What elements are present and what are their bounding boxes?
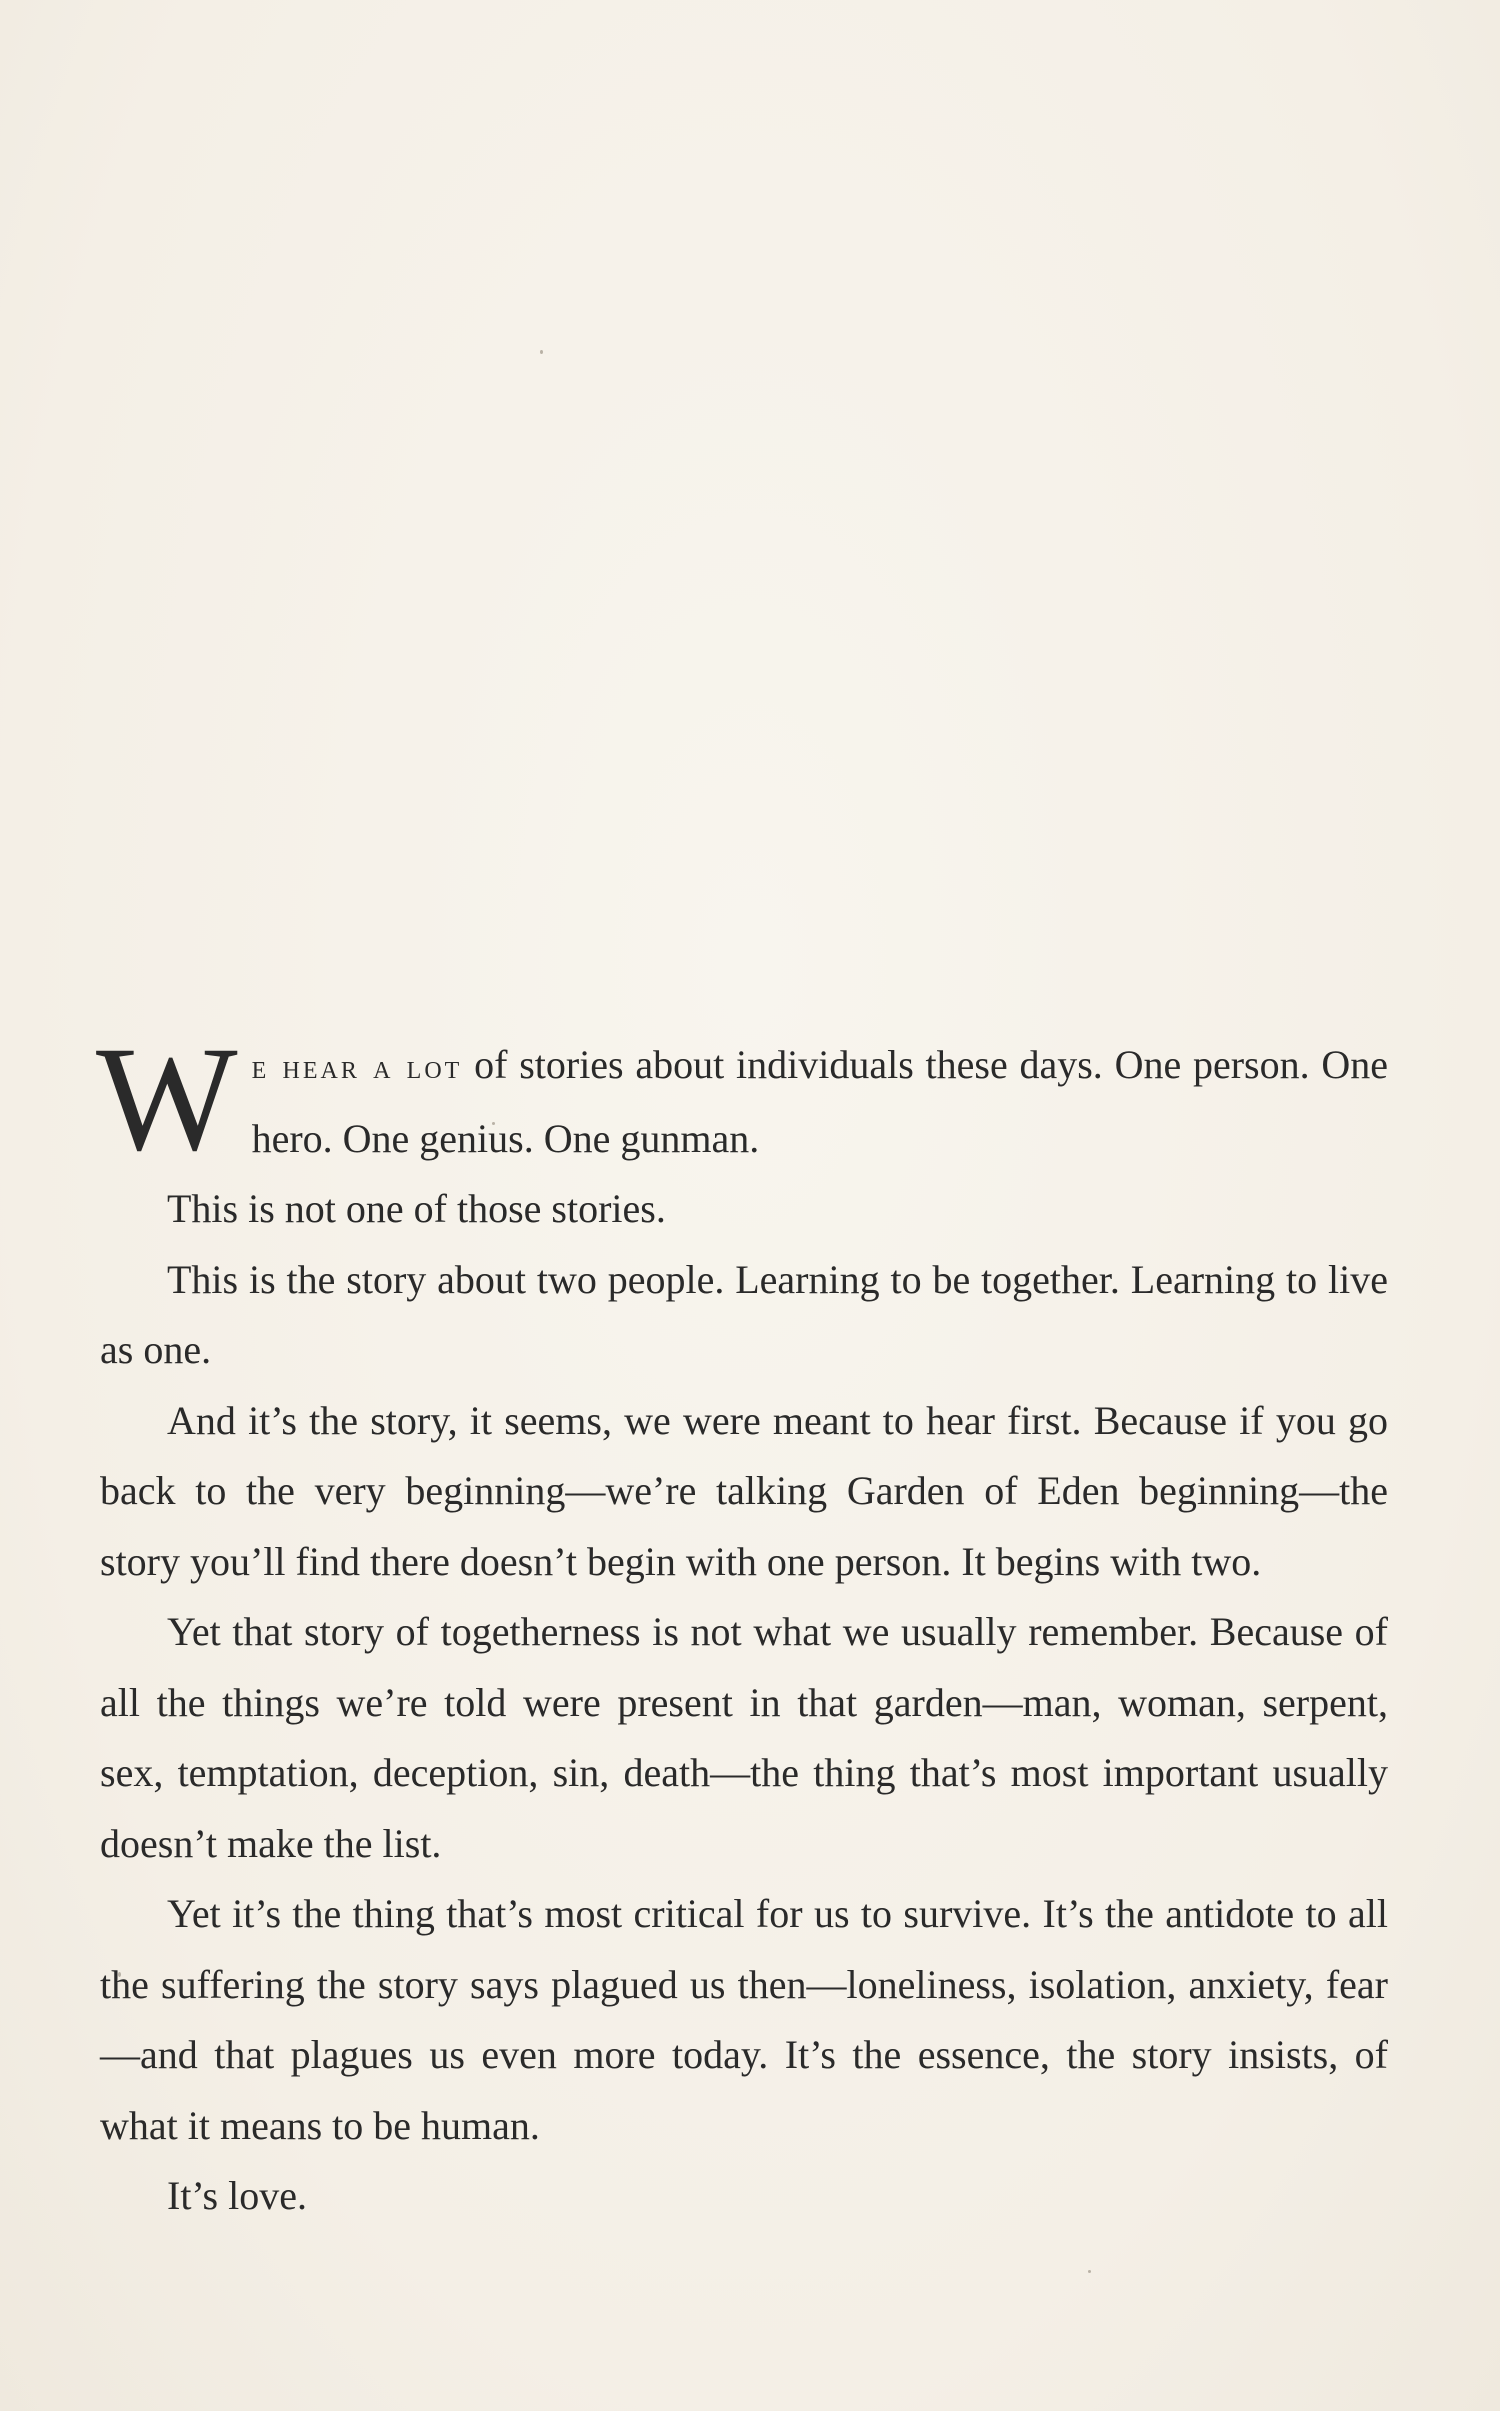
chapter-opening-text: [96, 1016, 1389, 2232]
lead-in-small-caps: e hear a lot: [251, 1049, 463, 1086]
paper-speck: [540, 350, 543, 354]
paragraph: This is the story about two people. Learning to be together. Learning to live as one.: [100, 1256, 1388, 1372]
paper-speck: [1088, 2270, 1091, 2273]
opening-paragraph: [96, 1016, 1389, 1182]
paragraph: Yet that story of togetherness is not what we usually remember. Because of all the things we’re told were present in that garden—man, woman, serpent, sex, temptation, deception, sin, death—the thing that’s most important usually doesn’t make the list.: [100, 1609, 1388, 1866]
paragraph-text: of stories about individuals these days. One person. One hero. One genius. One gunman.: [251, 1042, 1389, 1161]
paragraph: And it’s the story, it seems, we were meant to hear first. Because if you go back to the very beginning—we’re talking Garden of Eden beginning—the story you’ll find there doesn’t begin with one person. It begins with two.: [100, 1397, 1388, 1584]
closing-paragraph: It’s love.: [167, 2173, 307, 2218]
paragraph: Yet it’s the thing that’s most critical for us to survive. It’s the antidote to all the suffering the story says plagued us then—loneliness, isolation, anxiety, fear—and that plagues us even more today. It’s the essence, the story insists, of what it means to be human.: [100, 1891, 1388, 2148]
drop-cap: W: [96, 1016, 238, 1182]
paragraph: This is not one of those stories.: [167, 1186, 666, 1231]
